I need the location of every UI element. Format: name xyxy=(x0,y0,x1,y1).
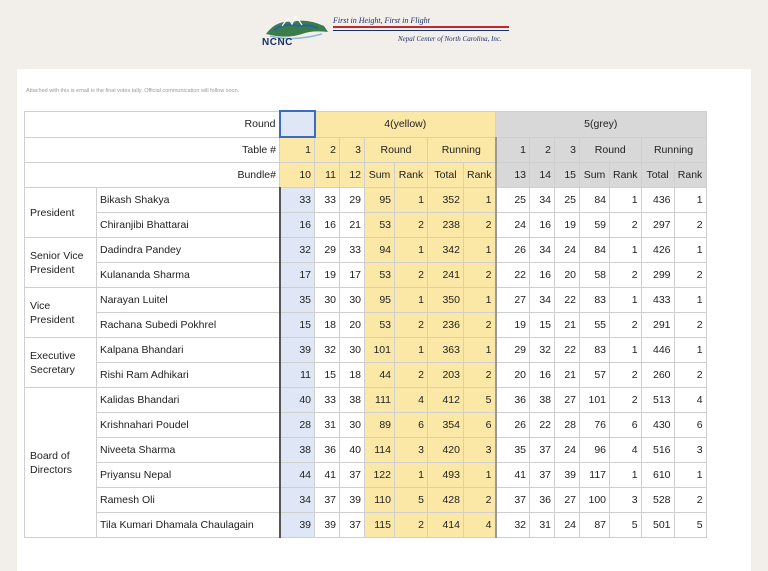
yellow-table-2-votes: 36 xyxy=(315,438,340,463)
grey-round-sum: 87 xyxy=(580,513,610,538)
grey-table-3-votes: 24 xyxy=(555,513,580,538)
grey-round-rank: 5 xyxy=(610,513,642,538)
yellow-table-3-votes: 17 xyxy=(340,263,365,288)
total-header: Total xyxy=(641,163,674,188)
yellow-running-total: 493 xyxy=(428,463,464,488)
grey-table-1-votes: 24 xyxy=(496,213,530,238)
yellow-table-3-votes: 20 xyxy=(340,313,365,338)
grey-running-rank: 1 xyxy=(674,338,706,363)
grey-table-1-votes: 29 xyxy=(496,338,530,363)
grey-table-2-votes: 38 xyxy=(530,388,555,413)
grey-table-2-votes: 32 xyxy=(530,338,555,363)
yellow-table-1-votes: 17 xyxy=(280,263,315,288)
grey-running-total: 299 xyxy=(641,263,674,288)
position-label: Vice President xyxy=(25,288,97,338)
running-subheader: Running xyxy=(428,137,496,163)
yellow-running-rank: 3 xyxy=(464,438,496,463)
grey-table-1-votes: 26 xyxy=(496,413,530,438)
grey-running-total: 436 xyxy=(641,188,674,213)
grey-round-rank: 2 xyxy=(610,213,642,238)
yellow-round-sum: 101 xyxy=(365,338,395,363)
round-grey-header: 5(grey) xyxy=(496,111,707,137)
yellow-round-rank: 1 xyxy=(395,188,428,213)
grey-round-sum: 83 xyxy=(580,288,610,313)
candidate-name: Kalidas Bhandari xyxy=(97,388,280,413)
tagline-red-rule xyxy=(333,26,509,28)
grey-round-sum: 57 xyxy=(580,363,610,388)
yellow-running-total: 352 xyxy=(428,188,464,213)
grey-running-rank: 2 xyxy=(674,313,706,338)
bundle-number: 14 xyxy=(530,163,555,188)
grey-table-3-votes: 24 xyxy=(555,238,580,263)
yellow-table-2-votes: 16 xyxy=(315,213,340,238)
yellow-table-1-votes: 15 xyxy=(280,313,315,338)
grey-running-rank: 1 xyxy=(674,188,706,213)
yellow-running-total: 428 xyxy=(428,488,464,513)
grey-table-2-votes: 34 xyxy=(530,188,555,213)
yellow-table-3-votes: 33 xyxy=(340,238,365,263)
grey-running-rank: 2 xyxy=(674,213,706,238)
grey-table-3-votes: 19 xyxy=(555,213,580,238)
yellow-round-rank: 1 xyxy=(395,288,428,313)
grey-round-rank: 2 xyxy=(610,363,642,388)
grey-running-total: 426 xyxy=(641,238,674,263)
yellow-table-2-votes: 30 xyxy=(315,288,340,313)
yellow-running-total: 241 xyxy=(428,263,464,288)
votes-tally-table xyxy=(24,110,707,538)
grey-running-total: 297 xyxy=(641,213,674,238)
yellow-round-rank: 2 xyxy=(395,313,428,338)
yellow-table-3-votes: 40 xyxy=(340,438,365,463)
yellow-round-sum: 53 xyxy=(365,263,395,288)
grey-table-3-votes: 28 xyxy=(555,413,580,438)
email-note: Attached with this is email is the final votes tally. Official communication will follow soon. xyxy=(26,88,240,94)
header-row-table xyxy=(25,137,707,163)
bundle-number: 12 xyxy=(340,163,365,188)
grey-running-rank: 1 xyxy=(674,238,706,263)
grey-running-rank: 1 xyxy=(674,463,706,488)
yellow-running-rank: 1 xyxy=(464,238,496,263)
yellow-round-rank: 2 xyxy=(395,263,428,288)
yellow-table-3-votes: 29 xyxy=(340,188,365,213)
yellow-round-rank: 2 xyxy=(395,513,428,538)
yellow-table-2-votes: 31 xyxy=(315,413,340,438)
yellow-table-2-votes: 29 xyxy=(315,238,340,263)
position-label: Board of Directors xyxy=(25,388,97,538)
table-row xyxy=(25,363,707,388)
candidate-name: Niveeta Sharma xyxy=(97,438,280,463)
grey-table-2-votes: 31 xyxy=(530,513,555,538)
grey-round-rank: 2 xyxy=(610,388,642,413)
grey-table-1-votes: 25 xyxy=(496,188,530,213)
yellow-round-rank: 1 xyxy=(395,338,428,363)
yellow-table-1-votes: 33 xyxy=(280,188,315,213)
yellow-table-3-votes: 21 xyxy=(340,213,365,238)
position-label: Senior Vice President xyxy=(25,238,97,288)
yellow-running-rank: 2 xyxy=(464,263,496,288)
grey-round-sum: 84 xyxy=(580,188,610,213)
table-row xyxy=(25,463,707,488)
grey-table-1-votes: 37 xyxy=(496,488,530,513)
grey-table-3-votes: 22 xyxy=(555,288,580,313)
yellow-running-rank: 6 xyxy=(464,413,496,438)
grey-table-2-votes: 22 xyxy=(530,413,555,438)
candidate-name: Narayan Luitel xyxy=(97,288,280,313)
yellow-table-2-votes: 33 xyxy=(315,188,340,213)
table-row xyxy=(25,238,707,263)
grey-running-total: 260 xyxy=(641,363,674,388)
yellow-table-1-votes: 44 xyxy=(280,463,315,488)
yellow-running-rank: 2 xyxy=(464,363,496,388)
yellow-table-1-votes: 28 xyxy=(280,413,315,438)
round-subheader: Round xyxy=(365,137,428,163)
grey-table-1-votes: 32 xyxy=(496,513,530,538)
yellow-round-sum: 53 xyxy=(365,313,395,338)
table-row xyxy=(25,413,707,438)
yellow-table-1-votes: 40 xyxy=(280,388,315,413)
yellow-table-1-votes: 39 xyxy=(280,338,315,363)
grey-table-3-votes: 22 xyxy=(555,338,580,363)
grey-table-2-votes: 37 xyxy=(530,438,555,463)
table-label: Table # xyxy=(25,137,280,163)
yellow-running-rank: 2 xyxy=(464,313,496,338)
grey-running-rank: 2 xyxy=(674,488,706,513)
header-row-bundle xyxy=(25,163,707,188)
grey-running-total: 433 xyxy=(641,288,674,313)
grey-round-rank: 1 xyxy=(610,238,642,263)
grey-table-3-votes: 20 xyxy=(555,263,580,288)
grey-table-2-votes: 15 xyxy=(530,313,555,338)
yellow-running-total: 420 xyxy=(428,438,464,463)
grey-table-1-votes: 36 xyxy=(496,388,530,413)
candidate-name: Krishnahari Poudel xyxy=(97,413,280,438)
yellow-table-1-votes: 38 xyxy=(280,438,315,463)
rank-header: Rank xyxy=(674,163,706,188)
candidate-name: Ramesh Oli xyxy=(97,488,280,513)
letterhead xyxy=(0,0,768,62)
yellow-round-rank: 4 xyxy=(395,388,428,413)
grey-running-total: 516 xyxy=(641,438,674,463)
table-row xyxy=(25,488,707,513)
table-row xyxy=(25,438,707,463)
grey-round-sum: 101 xyxy=(580,388,610,413)
grey-round-rank: 1 xyxy=(610,288,642,313)
grey-table-2-votes: 36 xyxy=(530,488,555,513)
grey-table-2-votes: 16 xyxy=(530,263,555,288)
organization-name: Nepal Center of North Carolina, Inc. xyxy=(398,35,502,43)
yellow-table-2-votes: 15 xyxy=(315,363,340,388)
yellow-table-3-votes: 30 xyxy=(340,288,365,313)
yellow-table-3-votes: 38 xyxy=(340,388,365,413)
yellow-table-1-votes: 35 xyxy=(280,288,315,313)
bundle-number: 13 xyxy=(496,163,530,188)
yellow-running-total: 354 xyxy=(428,413,464,438)
grey-table-1-votes: 20 xyxy=(496,363,530,388)
yellow-round-sum: 95 xyxy=(365,288,395,313)
yellow-table-3-votes: 39 xyxy=(340,488,365,513)
grey-table-1-votes: 35 xyxy=(496,438,530,463)
grey-running-total: 528 xyxy=(641,488,674,513)
table-row xyxy=(25,188,707,213)
yellow-round-sum: 94 xyxy=(365,238,395,263)
selected-cell[interactable] xyxy=(280,111,315,137)
grey-table-2-votes: 37 xyxy=(530,463,555,488)
yellow-table-1-votes: 11 xyxy=(280,363,315,388)
sum-header: Sum xyxy=(365,163,395,188)
yellow-running-rank: 1 xyxy=(464,288,496,313)
grey-table-2-votes: 34 xyxy=(530,238,555,263)
yellow-round-sum: 53 xyxy=(365,213,395,238)
grey-round-sum: 117 xyxy=(580,463,610,488)
candidate-name: Tila Kumari Dhamala Chaulagain xyxy=(97,513,280,538)
tagline: First in Height, First in Flight xyxy=(333,16,430,25)
grey-table-3-votes: 27 xyxy=(555,388,580,413)
yellow-round-rank: 1 xyxy=(395,238,428,263)
running-subheader: Running xyxy=(641,137,706,163)
yellow-round-sum: 111 xyxy=(365,388,395,413)
yellow-table-2-votes: 33 xyxy=(315,388,340,413)
yellow-running-total: 342 xyxy=(428,238,464,263)
yellow-table-2-votes: 32 xyxy=(315,338,340,363)
grey-round-rank: 2 xyxy=(610,263,642,288)
table-row xyxy=(25,338,707,363)
grey-table-1-votes: 41 xyxy=(496,463,530,488)
round-subheader: Round xyxy=(580,137,642,163)
yellow-table-2-votes: 41 xyxy=(315,463,340,488)
grey-running-total: 291 xyxy=(641,313,674,338)
yellow-table-3-votes: 30 xyxy=(340,338,365,363)
grey-table-1-votes: 22 xyxy=(496,263,530,288)
yellow-round-rank: 6 xyxy=(395,413,428,438)
grey-table-1-votes: 27 xyxy=(496,288,530,313)
yellow-running-rank: 5 xyxy=(464,388,496,413)
grey-table-3-votes: 21 xyxy=(555,363,580,388)
candidate-name: Rachana Subedi Pokhrel xyxy=(97,313,280,338)
table-number: 2 xyxy=(530,137,555,163)
grey-round-sum: 59 xyxy=(580,213,610,238)
yellow-table-1-votes: 16 xyxy=(280,213,315,238)
table-row xyxy=(25,513,707,538)
yellow-round-rank: 5 xyxy=(395,488,428,513)
bundle-label: Bundle# xyxy=(25,163,280,188)
sum-header: Sum xyxy=(580,163,610,188)
table-row xyxy=(25,388,707,413)
yellow-running-total: 203 xyxy=(428,363,464,388)
yellow-table-2-votes: 18 xyxy=(315,313,340,338)
candidate-name: Rishi Ram Adhikari xyxy=(97,363,280,388)
yellow-round-sum: 110 xyxy=(365,488,395,513)
table-number: 3 xyxy=(555,137,580,163)
grey-round-rank: 3 xyxy=(610,488,642,513)
grey-table-3-votes: 39 xyxy=(555,463,580,488)
yellow-running-total: 412 xyxy=(428,388,464,413)
grey-running-rank: 2 xyxy=(674,363,706,388)
grey-round-sum: 84 xyxy=(580,238,610,263)
position-label: President xyxy=(25,188,97,238)
grey-round-sum: 58 xyxy=(580,263,610,288)
candidate-name: Kulananda Sharma xyxy=(97,263,280,288)
header-row-round xyxy=(25,111,707,137)
table-row xyxy=(25,213,707,238)
candidate-name: Kalpana Bhandari xyxy=(97,338,280,363)
yellow-running-rank: 1 xyxy=(464,338,496,363)
grey-round-sum: 100 xyxy=(580,488,610,513)
yellow-table-1-votes: 32 xyxy=(280,238,315,263)
yellow-table-1-votes: 34 xyxy=(280,488,315,513)
grey-running-total: 513 xyxy=(641,388,674,413)
yellow-table-2-votes: 37 xyxy=(315,488,340,513)
grey-round-sum: 83 xyxy=(580,338,610,363)
tagline-blue-rule xyxy=(333,30,509,31)
grey-running-rank: 5 xyxy=(674,513,706,538)
table-row xyxy=(25,263,707,288)
bundle-number: 11 xyxy=(315,163,340,188)
position-label: Executive Secretary xyxy=(25,338,97,388)
table-number: 2 xyxy=(315,137,340,163)
grey-round-sum: 96 xyxy=(580,438,610,463)
yellow-round-sum: 89 xyxy=(365,413,395,438)
rank-header: Rank xyxy=(610,163,642,188)
round-yellow-header: 4(yellow) xyxy=(315,111,496,137)
round-label: Round xyxy=(25,111,280,137)
grey-running-total: 430 xyxy=(641,413,674,438)
grey-table-1-votes: 19 xyxy=(496,313,530,338)
grey-table-1-votes: 26 xyxy=(496,238,530,263)
yellow-round-rank: 2 xyxy=(395,363,428,388)
grey-round-rank: 2 xyxy=(610,313,642,338)
yellow-running-rank: 4 xyxy=(464,513,496,538)
yellow-round-sum: 44 xyxy=(365,363,395,388)
candidate-name: Dadindra Pandey xyxy=(97,238,280,263)
grey-table-3-votes: 24 xyxy=(555,438,580,463)
yellow-running-total: 238 xyxy=(428,213,464,238)
grey-table-3-votes: 21 xyxy=(555,313,580,338)
yellow-running-rank: 2 xyxy=(464,213,496,238)
yellow-table-3-votes: 30 xyxy=(340,413,365,438)
table-number: 3 xyxy=(340,137,365,163)
table-number: 1 xyxy=(496,137,530,163)
yellow-table-3-votes: 37 xyxy=(340,463,365,488)
grey-table-3-votes: 25 xyxy=(555,188,580,213)
grey-table-2-votes: 34 xyxy=(530,288,555,313)
grey-round-rank: 4 xyxy=(610,438,642,463)
yellow-running-rank: 1 xyxy=(464,188,496,213)
yellow-running-rank: 2 xyxy=(464,488,496,513)
candidate-name: Chiranjibi Bhattarai xyxy=(97,213,280,238)
candidate-name: Bikash Shakya xyxy=(97,188,280,213)
yellow-round-sum: 114 xyxy=(365,438,395,463)
grey-round-sum: 55 xyxy=(580,313,610,338)
grey-running-total: 610 xyxy=(641,463,674,488)
yellow-round-rank: 1 xyxy=(395,463,428,488)
grey-round-rank: 1 xyxy=(610,188,642,213)
yellow-running-rank: 1 xyxy=(464,463,496,488)
yellow-table-1-votes: 39 xyxy=(280,513,315,538)
yellow-table-3-votes: 37 xyxy=(340,513,365,538)
yellow-table-2-votes: 39 xyxy=(315,513,340,538)
total-header: Total xyxy=(428,163,464,188)
grey-table-3-votes: 27 xyxy=(555,488,580,513)
table-row xyxy=(25,288,707,313)
yellow-table-3-votes: 18 xyxy=(340,363,365,388)
yellow-table-2-votes: 19 xyxy=(315,263,340,288)
yellow-round-sum: 115 xyxy=(365,513,395,538)
yellow-round-rank: 2 xyxy=(395,213,428,238)
table-number: 1 xyxy=(280,137,315,163)
table-row xyxy=(25,313,707,338)
rank-header: Rank xyxy=(464,163,496,188)
yellow-running-total: 363 xyxy=(428,338,464,363)
grey-running-rank: 2 xyxy=(674,263,706,288)
grey-table-2-votes: 16 xyxy=(530,363,555,388)
grey-running-total: 446 xyxy=(641,338,674,363)
grey-running-rank: 3 xyxy=(674,438,706,463)
grey-running-total: 501 xyxy=(641,513,674,538)
grey-round-rank: 6 xyxy=(610,413,642,438)
yellow-round-sum: 95 xyxy=(365,188,395,213)
grey-round-rank: 1 xyxy=(610,338,642,363)
grey-round-sum: 76 xyxy=(580,413,610,438)
yellow-running-total: 414 xyxy=(428,513,464,538)
candidate-name: Priyansu Nepal xyxy=(97,463,280,488)
yellow-running-total: 236 xyxy=(428,313,464,338)
bundle-number: 10 xyxy=(280,163,315,188)
grey-running-rank: 4 xyxy=(674,388,706,413)
grey-table-2-votes: 16 xyxy=(530,213,555,238)
grey-round-rank: 1 xyxy=(610,463,642,488)
logo-text: NCNC xyxy=(262,37,293,48)
grey-running-rank: 1 xyxy=(674,288,706,313)
yellow-running-total: 350 xyxy=(428,288,464,313)
rank-header: Rank xyxy=(395,163,428,188)
grey-running-rank: 6 xyxy=(674,413,706,438)
bundle-number: 15 xyxy=(555,163,580,188)
yellow-round-rank: 3 xyxy=(395,438,428,463)
yellow-round-sum: 122 xyxy=(365,463,395,488)
